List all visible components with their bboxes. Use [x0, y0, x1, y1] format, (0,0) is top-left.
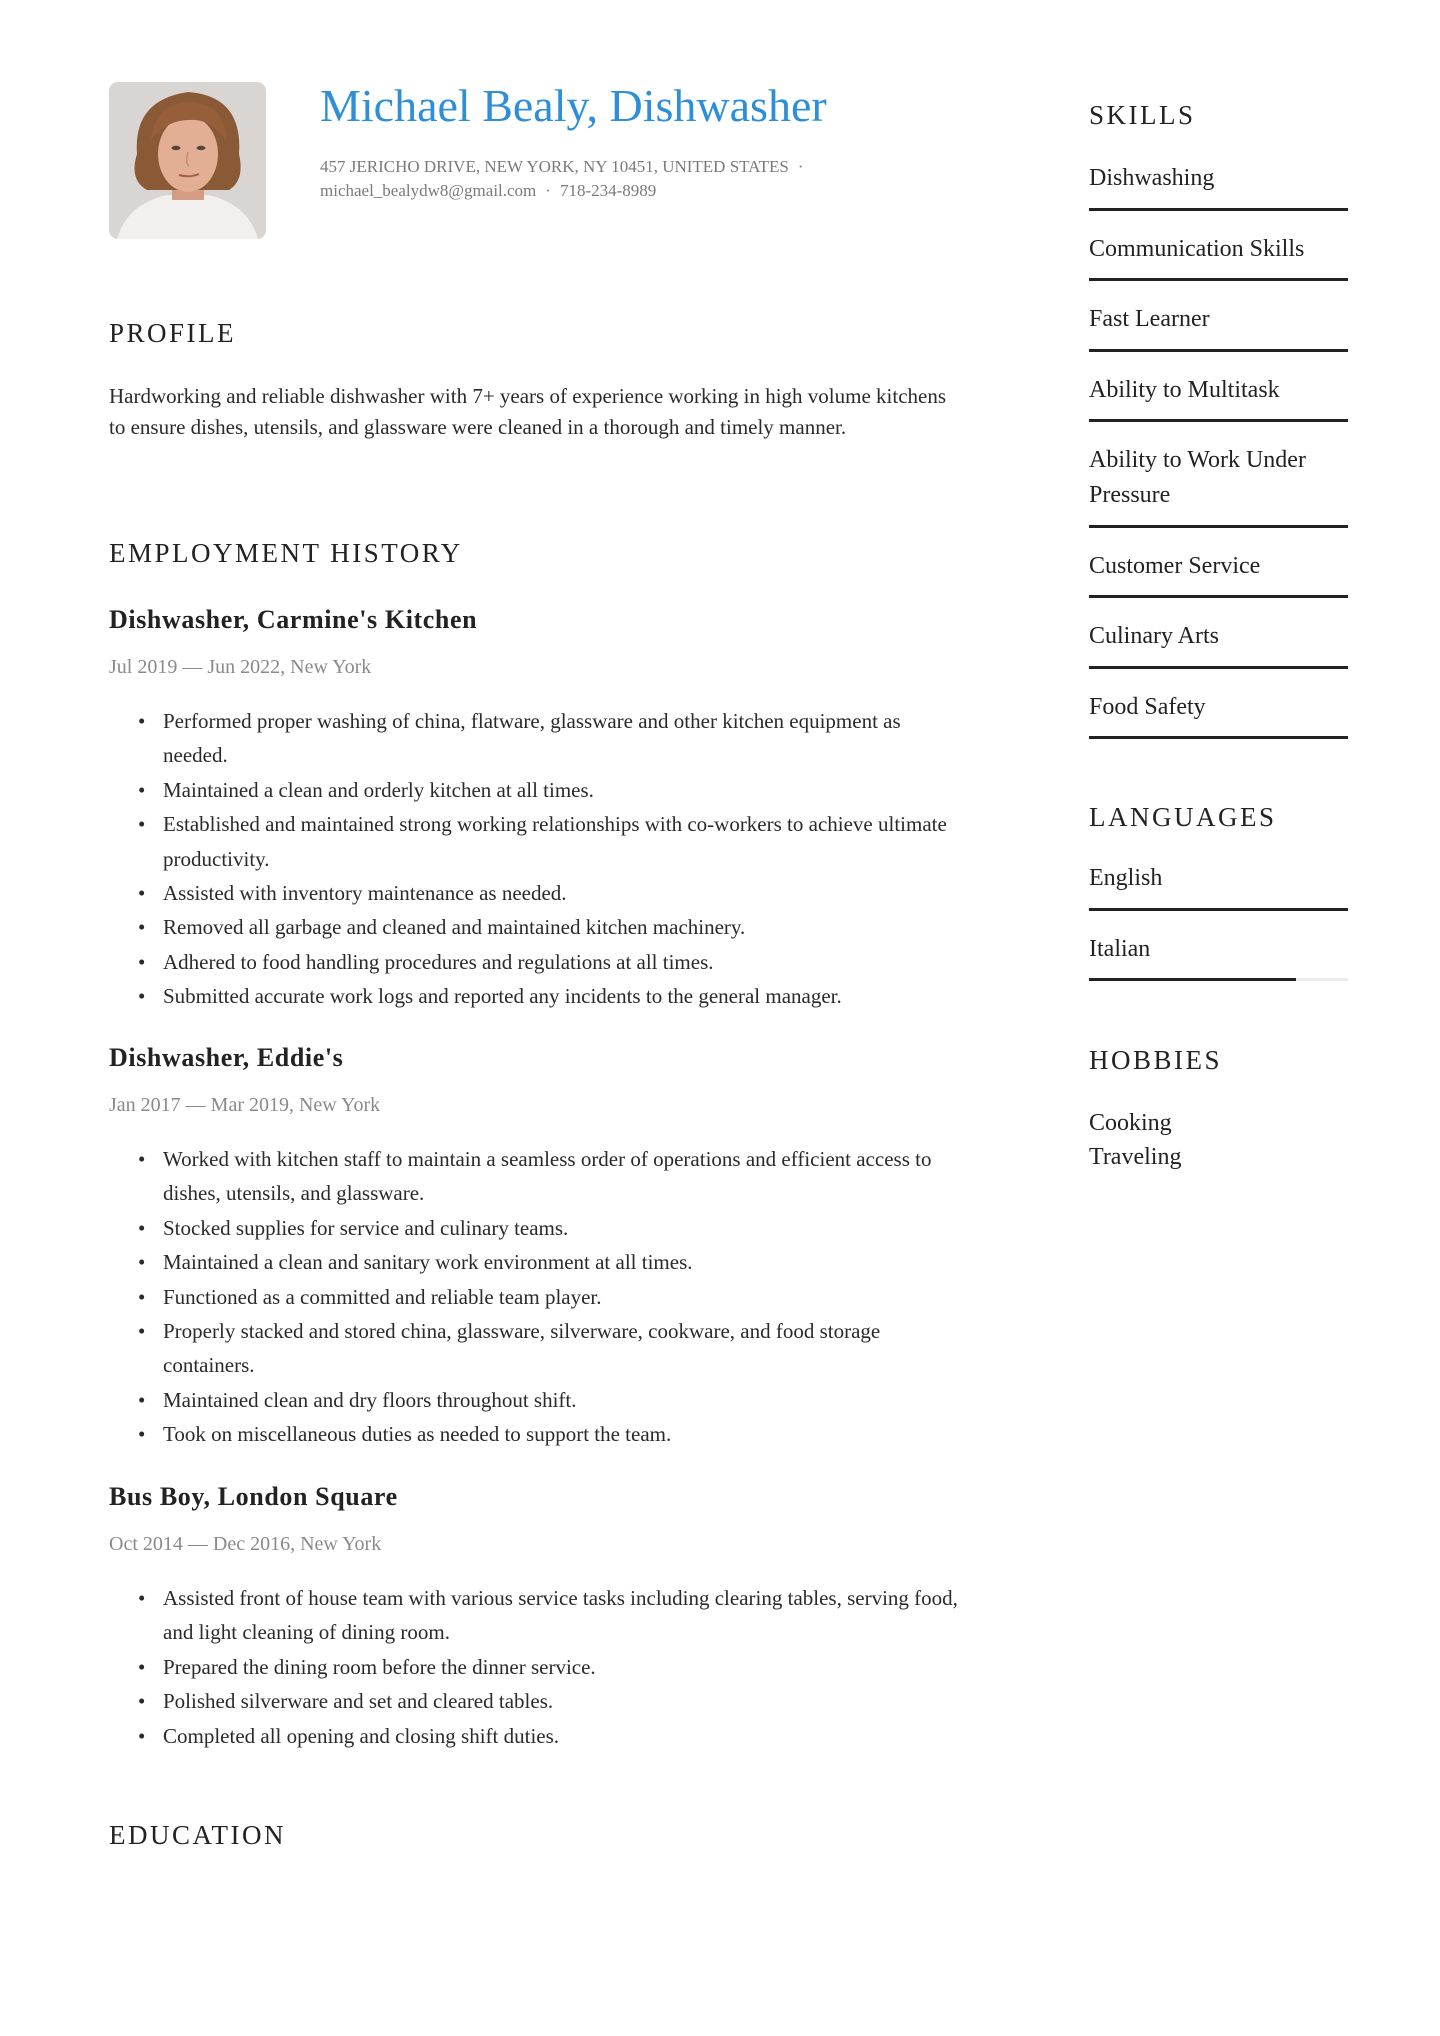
skill-name: Customer Service [1089, 552, 1261, 579]
language-name: English [1089, 865, 1163, 891]
language-level-track [1089, 908, 1348, 911]
job-duty: • Maintained a clean and orderly kitchen at all times. [163, 773, 961, 807]
skill-item [1089, 598, 1348, 669]
languages-heading: LANGUAGES [1089, 802, 1277, 832]
skill-level-track [1089, 278, 1348, 281]
skill-item [1089, 422, 1348, 528]
job-duty: • Properly stacked and stored china, glassware, silverware, cookware, and food storage containers. [163, 1314, 961, 1383]
profile-photo [109, 82, 266, 239]
job-duty: • Completed all opening and closing shift duties. [163, 1719, 961, 1753]
job-duty: • Established and maintained strong working relationships with co-workers to achieve ultimate productivity. [163, 807, 961, 876]
address: 457 JERICHO DRIVE, NEW YORK, NY 10451, UNITED STATES [320, 157, 789, 176]
skill-level-track [1089, 595, 1348, 598]
education-heading: EDUCATION [109, 1820, 286, 1850]
skill-level-fill [1089, 419, 1348, 422]
job-duties-list [109, 1581, 961, 1753]
contact-info [320, 155, 812, 203]
job-entry [109, 603, 961, 1014]
phone: 718-234-8989 [559, 181, 657, 200]
skill-item [1089, 669, 1348, 740]
job-duty: • Prepared the dining room before the dinner service. [163, 1650, 961, 1684]
address-line [320, 155, 812, 179]
skill-name: Ability to Work Under Pressure [1089, 447, 1306, 508]
skill-item [1089, 140, 1348, 211]
job-duty: • Worked with kitchen staff to maintain a seamless order of operations and efficient access to dishes, utensils, and glassware. [163, 1142, 961, 1211]
employment-history-heading: EMPLOYMENT HISTORY [109, 538, 463, 568]
job-title: Dishwasher, Eddie's [109, 1043, 344, 1072]
skill-level-track [1089, 736, 1348, 739]
job-duty: • Maintained a clean and sanitary work environment at all times. [163, 1245, 961, 1279]
skill-level-fill [1089, 736, 1348, 739]
skill-level-fill [1089, 208, 1348, 211]
job-duty: • Maintained clean and dry floors throughout shift. [163, 1383, 961, 1417]
separator-dot: · [545, 181, 551, 200]
skill-level-track [1089, 666, 1348, 669]
job-title: Bus Boy, London Square [109, 1482, 398, 1511]
skill-item [1089, 528, 1348, 599]
skill-level-fill [1089, 278, 1348, 281]
skill-level-track [1089, 419, 1348, 422]
language-item [1089, 911, 1348, 982]
profile-heading: PROFILE [109, 318, 237, 348]
job-duties-list [109, 704, 961, 1014]
job-duty: • Removed all garbage and cleaned and maintained kitchen machinery. [163, 910, 961, 944]
job-title: Dishwasher, Carmine's Kitchen [109, 605, 478, 634]
skill-level-track [1089, 208, 1348, 211]
skill-level-track [1089, 349, 1348, 352]
hobby-item: Traveling [1089, 1144, 1182, 1170]
job-duty: • Took on miscellaneous duties as needed to support the team. [163, 1417, 961, 1451]
skill-level-fill [1089, 666, 1348, 669]
email: michael_bealydw8@gmail.com [320, 181, 537, 200]
skills-list [1089, 140, 1348, 739]
job-duty: • Stocked supplies for service and culinary teams. [163, 1211, 961, 1245]
name-title: Michael Bealy, Dishwasher [320, 80, 827, 131]
skill-name: Fast Learner [1089, 306, 1210, 332]
job-duty: • Functioned as a committed and reliable team player. [163, 1280, 961, 1314]
skill-level-fill [1089, 595, 1348, 598]
language-level-fill [1089, 908, 1348, 911]
job-duty: • Submitted accurate work logs and reported any incidents to the general manager. [163, 979, 961, 1013]
language-level-track [1089, 978, 1348, 981]
avatar [109, 82, 266, 239]
language-item [1089, 840, 1348, 911]
hobbies-heading: HOBBIES [1089, 1045, 1223, 1075]
job-duty: • Polished silverware and set and cleared tables. [163, 1684, 961, 1718]
skills-heading: SKILLS [1089, 100, 1196, 130]
language-level-fill [1089, 978, 1296, 981]
job-duty: • Adhered to food handling procedures and regulations at all times. [163, 945, 961, 979]
skill-level-fill [1089, 525, 1348, 528]
skill-name: Dishwashing [1089, 165, 1215, 191]
job-dates: Jul 2019 — Jun 2022, New York [109, 656, 372, 678]
languages-list [1089, 840, 1348, 981]
job-duties-list [109, 1142, 961, 1452]
hobbies-list [1089, 1106, 1348, 1174]
skill-name: Culinary Arts [1089, 623, 1219, 649]
skill-level-track [1089, 525, 1348, 528]
skill-name: Communication Skills [1089, 235, 1305, 262]
separator-dot: · [797, 157, 804, 176]
hobby-item: Cooking [1089, 1110, 1172, 1136]
job-duty: • Assisted with inventory maintenance as needed. [163, 876, 961, 910]
skill-item [1089, 281, 1348, 352]
job-dates: Jan 2017 — Mar 2019, New York [109, 1094, 381, 1116]
language-name: Italian [1089, 935, 1151, 962]
job-duty: • Assisted front of house team with various service tasks including clearing tables, serving food, and light cleaning of dining room. [163, 1581, 961, 1650]
skill-item [1089, 211, 1348, 282]
skill-level-fill [1089, 349, 1348, 352]
job-dates: Oct 2014 — Dec 2016, New York [109, 1533, 382, 1555]
job-entry [109, 1041, 961, 1452]
email-phone-line [320, 179, 812, 203]
skill-name: Food Safety [1089, 693, 1206, 720]
job-duty: • Performed proper washing of china, flatware, glassware and other kitchen equipment as needed. [163, 704, 961, 773]
profile-summary: Hardworking and reliable dishwasher with 7+ years of experience working in high volume kitchens to ensure dishes, utensils, and glassware were cleaned in a thorough and timely manner. [109, 384, 947, 439]
job-entry [109, 1480, 961, 1753]
skill-item [1089, 352, 1348, 423]
skill-name: Ability to Multitask [1089, 376, 1280, 403]
